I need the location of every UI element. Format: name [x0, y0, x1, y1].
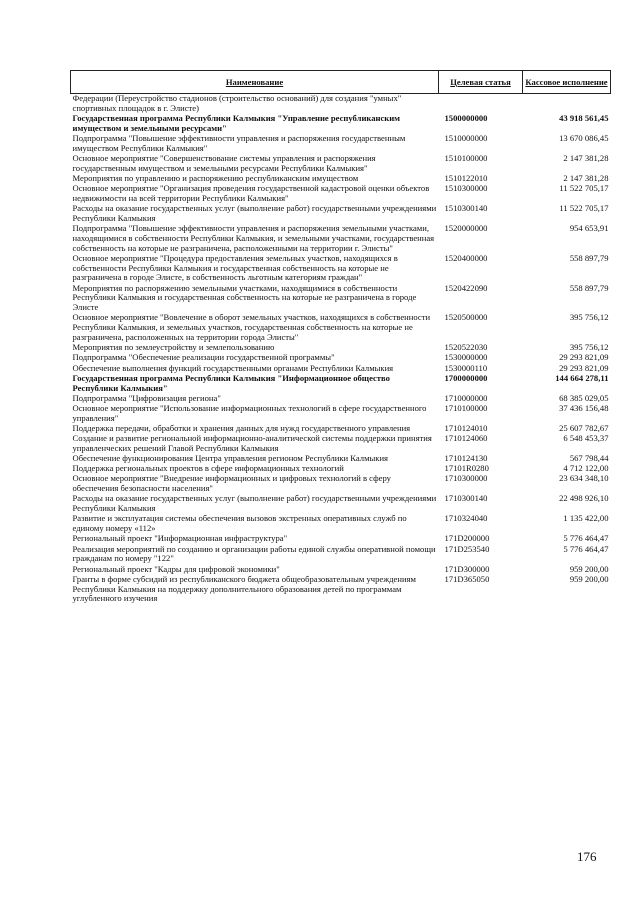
- row-code-cell: 171D300000: [444, 563, 490, 574]
- row-amount-cell: [523, 94, 611, 114]
- row-name-cell: Региональный проект "Информационная инфраструктура": [72, 533, 288, 544]
- row-amount-cell: 959 200,00: [569, 573, 609, 584]
- row-name-cell: Государственная программа Республики Калмыкия "Информационное общество Республики Калмыкия": [72, 372, 390, 393]
- row-amount-cell: 567 798,44: [569, 453, 609, 464]
- table-row: [71, 575, 611, 605]
- row-name-cell: Создание и развитие региональной информационно-аналитической системы поддержки принятия управленческих решений Главой Республики Калмыкия: [72, 433, 432, 453]
- row-name-cell: Федерации (Переустройство стадионов (строительство оснований) для создания "умных" спортивных площадок в г. Элисте): [72, 93, 402, 113]
- row-amount-cell: 395 756,12: [569, 312, 609, 323]
- row-name-cell: Мероприятия по управлению и распоряжению республиканским имуществом: [72, 172, 359, 183]
- table-row: [71, 134, 611, 154]
- row-code-cell: 1710124060: [444, 433, 488, 444]
- row-code-cell: 171D365050: [444, 573, 490, 584]
- row-name-cell: Региональный проект "Кадры для цифровой экономики": [72, 563, 280, 574]
- table-row: [71, 154, 611, 174]
- row-amount-cell: 954 653,91: [569, 223, 609, 234]
- table-header-row: [71, 71, 611, 94]
- row-name-cell: Поддержка региональных проектов в сфере информационных технологий: [72, 463, 344, 474]
- row-name-cell: Подпрограмма "Обеспечение реализации государственной программы": [72, 352, 335, 363]
- row-name-cell: Подпрограмма "Повышение эффективности управления и распоряжения государственным имуществом Республики Калмыкия": [72, 132, 406, 153]
- row-code-cell: 1510122010: [444, 172, 488, 183]
- table-row: [71, 224, 611, 254]
- table-row: [71, 494, 611, 514]
- row-name-cell: Расходы на оказание государственных услуг (выполнение работ) государственными учреждениями Республики Калмыкия: [72, 493, 437, 514]
- row-name-cell: Основное мероприятие "Использование информационных технологий в сфере государственного управления": [72, 402, 427, 423]
- header-cash-execution: Кассовое исполнение: [523, 71, 611, 94]
- row-code-cell: 1700000000: [444, 372, 488, 383]
- row-name-cell: Подпрограмма "Повышение эффективности управления и распоряжения земельными участками, находящимися в собственности Республики Калмыкия, и земельными участками, государственная собственность на которые не разграничена, расположенными на территории г. Элисты": [72, 223, 435, 253]
- table-row: [71, 184, 611, 204]
- row-code-cell: 1510100000: [444, 152, 488, 163]
- table-row: [71, 434, 611, 454]
- row-amount-cell: 959 200,00: [569, 563, 609, 574]
- row-name-cell: Поддержка передачи, обработки и хранения данных для нужд государственного управления: [72, 422, 411, 433]
- table-row: [71, 204, 611, 224]
- row-code-cell: 1520400000: [444, 252, 488, 263]
- row-amount-cell: 29 293 821,09: [559, 362, 609, 373]
- row-name-cell: Расходы на оказание государственных услуг (выполнение работ) государственными учреждениями Республики Калмыкия: [72, 203, 437, 223]
- table-row: [71, 404, 611, 424]
- row-name-cell: Государственная программа Республики Калмыкия "Управление республиканским имуществом и земельными ресурсами": [72, 112, 401, 133]
- row-name-cell: Основное мероприятие "Организация проведения государственной кадастровой оценки объектов недвижимости на всей территории Республики Калмыкия": [72, 183, 430, 203]
- row-amount-cell: 29 293 821,09: [559, 352, 609, 363]
- row-code-cell: 1710324040: [444, 513, 488, 524]
- row-name-cell: Основное мероприятие "Процедура предоставления земельных участков, находящихся в собственности Республики Калмыкия и государственная собственность на которые не разграничена в городе Элисте, в собственность льготным категориям граждан": [72, 252, 398, 283]
- table-row: [71, 514, 611, 534]
- header-name: Наименование: [71, 71, 439, 94]
- row-name-cell: Основное мероприятие "Совершенствование системы управления и распоряжения государственным имуществом и земельными ресурсами Республики Калмыкия": [72, 152, 376, 173]
- row-amount-cell: 558 897,79: [569, 282, 609, 293]
- row-name-cell: Подпрограмма "Цифровизация региона": [72, 392, 221, 403]
- row-name-cell: Основное мероприятие "Вовлечение в оборот земельных участков, находящихся в собственности Республики Калмыкия, и земельных участков, государственная собственность на которые не разграничена, расположенных на территории города Элисты": [72, 312, 431, 343]
- row-name-cell: Реализация мероприятий по созданию и организации работы единой службы оперативной помощи гражданам по номеру "122": [72, 543, 436, 564]
- table-row: [71, 545, 611, 565]
- table-row: [71, 313, 611, 343]
- row-amount-cell: 23 634 348,10: [559, 473, 609, 484]
- row-code-cell: 1530000000: [444, 352, 488, 363]
- row-code-cell: 1710124010: [444, 422, 488, 433]
- row-code-cell: 1510300000: [444, 183, 488, 194]
- table-row: [71, 374, 611, 394]
- row-code-cell: 1710000000: [444, 392, 488, 403]
- row-name-cell: Гранты в форме субсидий из республиканского бюджета общеобразовательным учреждениям Республики Калмыкия на поддержку дополнительного образования детей по программам углубленного изучения: [72, 573, 416, 604]
- table-row: [71, 94, 611, 114]
- row-amount-cell: 5 776 464,47: [563, 533, 609, 544]
- row-code-cell: 17101R0280: [444, 463, 489, 474]
- table-row: [71, 114, 611, 134]
- row-name-cell: Обеспечение выполнения функций государственными органами Республики Калмыкия: [72, 362, 394, 373]
- row-code-cell: 171D200000: [444, 533, 490, 544]
- row-amount-cell: 2 147 381,28: [563, 152, 609, 163]
- row-code-cell: 171D253540: [444, 543, 490, 554]
- row-code-cell: 1500000000: [444, 112, 488, 123]
- row-code-cell: 1520500000: [444, 312, 488, 323]
- row-amount-cell: 22 498 926,10: [559, 493, 609, 504]
- row-code-cell: 1520422090: [444, 282, 488, 293]
- row-amount-cell: 25 607 782,67: [559, 422, 609, 433]
- row-code-cell: [439, 94, 523, 114]
- row-amount-cell: 43 918 561,45: [559, 112, 609, 123]
- row-amount-cell: 558 897,79: [569, 252, 609, 263]
- row-name-cell: Обеспечение функционирования Центра управления регионом Республики Калмыкия: [72, 453, 389, 464]
- row-amount-cell: 11 522 705,17: [559, 203, 609, 214]
- row-code-cell: 1510000000: [444, 132, 488, 143]
- row-amount-cell: 6 548 453,37: [563, 433, 609, 444]
- row-code-cell: 1520522030: [444, 342, 488, 353]
- table-row: [71, 474, 611, 494]
- budget-execution-table: [70, 70, 611, 605]
- row-amount-cell: 13 670 086,45: [559, 132, 609, 143]
- row-name-cell: Развитие и эксплуатация системы обеспечения вызовов экстренных оперативных служб по единому номеру «112»: [72, 513, 407, 534]
- row-amount-cell: 68 385 029,05: [559, 392, 609, 403]
- row-code-cell: 1710100000: [444, 402, 488, 413]
- table-row: [71, 254, 611, 284]
- row-name-cell: Мероприятия по распоряжению земельными участками, находящимися в собственности Республики Калмыкия и государственная собственность на которые не разграничена в городе Элисте: [72, 282, 417, 313]
- row-amount-cell: 11 522 705,17: [559, 183, 609, 194]
- row-code-cell: 1710124130: [444, 453, 488, 464]
- row-code-cell: 1510300140: [444, 203, 488, 214]
- row-code-cell: 1520000000: [444, 223, 488, 234]
- row-amount-cell: 5 776 464,47: [563, 543, 609, 554]
- row-amount-cell: 2 147 381,28: [563, 172, 609, 183]
- row-code-cell: 1710300000: [444, 473, 488, 484]
- row-name-cell: Мероприятия по землеустройству и землепользованию: [72, 342, 275, 353]
- table-body: [71, 94, 611, 605]
- row-amount-cell: 37 436 156,48: [559, 402, 609, 413]
- table-row: [71, 284, 611, 314]
- header-target-article: Целевая статья: [439, 71, 523, 94]
- row-amount-cell: 4 712 122,00: [563, 463, 609, 474]
- row-amount-cell: 1 135 422,00: [563, 513, 609, 524]
- row-code-cell: 1710300140: [444, 493, 488, 504]
- page-number: 176: [577, 849, 597, 864]
- row-code-cell: 1530000110: [444, 362, 488, 373]
- row-amount-cell: 395 756,12: [569, 342, 609, 353]
- row-name-cell: Основное мероприятие "Внедрение информационных и цифровых технологий в сферу обеспечения безопасности населения": [72, 473, 391, 494]
- row-amount-cell: 144 664 278,11: [555, 372, 609, 383]
